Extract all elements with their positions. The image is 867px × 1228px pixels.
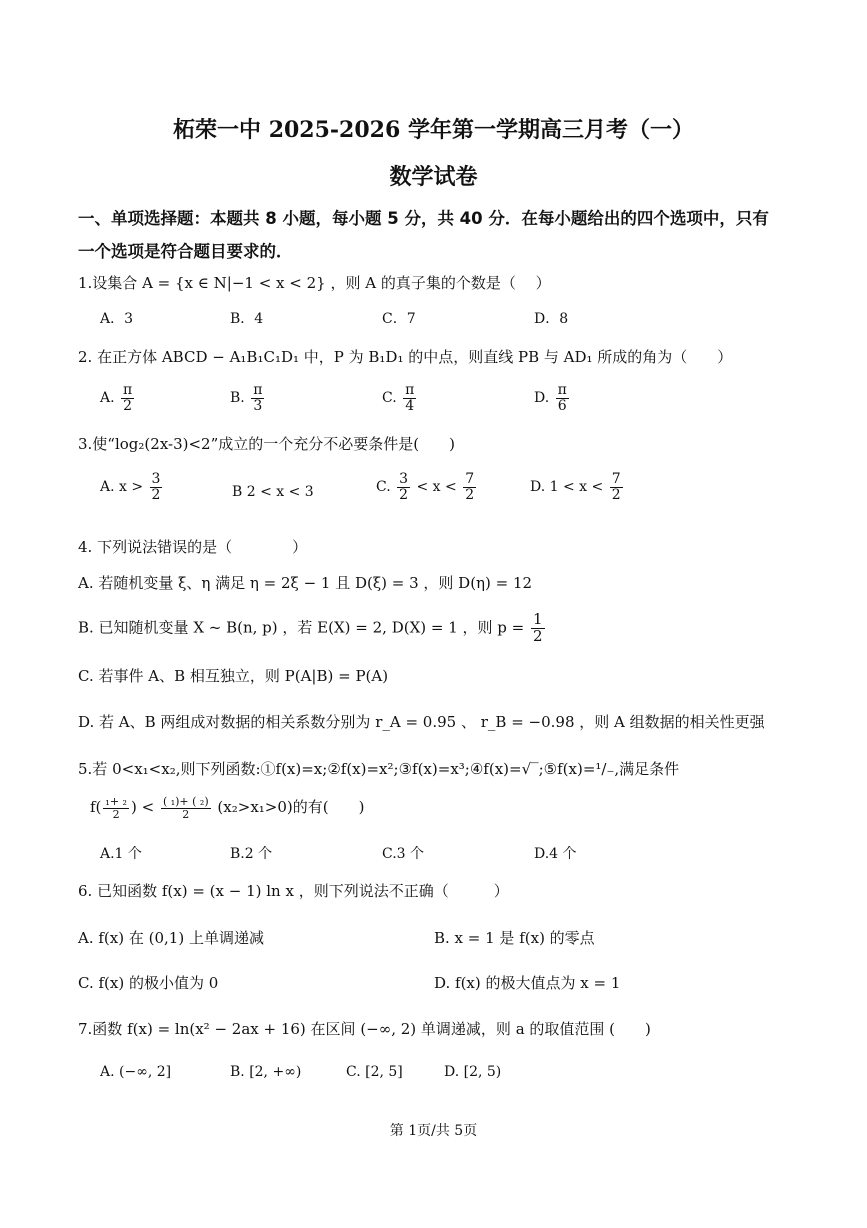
fraction-denominator: 2 [112, 807, 120, 821]
question-2-stem: 2. 在正方体 ABCD − A₁B₁C₁D₁ 中，P 为 B₁D₁ 的中点，则直线 PB 与 AD₁ 所成的角为（ ） [78, 348, 733, 366]
exam-subtitle: 数学试卷 [389, 164, 478, 190]
question-7-option-a: A. (−∞, 2] [100, 1064, 172, 1080]
option-text: A. x > [100, 479, 144, 496]
question-6-option-c: C. f(x) 的极小值为 0 [78, 974, 219, 992]
question-2-option-d [534, 383, 571, 413]
option-label: C. [382, 390, 397, 407]
question-7-stem: 7.函数 f(x) = ln(x² − 2ax + 16) 在区间 (−∞, 2) 单调递减，则 a 的取值范围 ( ) [78, 1020, 651, 1038]
question-3-option-c [376, 472, 478, 502]
question-1-stem: 1.设集合 A = {x ∈ N|−1 < x < 2} ，则 A 的真子集的个数是（ ） [78, 274, 551, 292]
fraction-numerator: ( ₁)+ ( ₂) [162, 795, 209, 808]
question-3-option-d [530, 472, 625, 502]
exam-title: 柘荣一中 2025-2026 学年第一学期高三月考（一） [173, 117, 694, 143]
fraction-numerator: π [123, 382, 133, 398]
question-2-option-c [382, 383, 418, 413]
fraction-numerator: π [405, 382, 415, 398]
question-3-stem: 3.使“log₂(2x-3)<2”成立的一个充分不必要条件是( ) [78, 435, 455, 453]
fraction-numerator: π [253, 382, 263, 398]
condition-text: f( [90, 798, 102, 817]
section-heading-line1: 一、单项选择题：本题共 8 小题，每小题 5 分，共 40 分．在每小题给出的四个选项中，只有 [78, 209, 769, 228]
question-1-option-a: A．3 [100, 311, 134, 327]
question-4-option-c: C. 若事件 A、B 相互独立，则 P(A|B) = P(A) [78, 667, 389, 685]
fraction-denominator: 2 [123, 397, 133, 414]
fraction-numerator: 3 [151, 471, 161, 487]
question-6-option-a: A. f(x) 在 (0,1) 上单调递减 [78, 929, 264, 947]
question-6-option-d: D. f(x) 的极大值点为 x = 1 [434, 974, 621, 992]
question-1-option-d: D．8 [534, 311, 569, 327]
question-1-option-c: C．7 [382, 311, 416, 327]
option-text: < x < [416, 479, 462, 496]
fraction-denominator: 3 [253, 397, 263, 414]
question-6-option-b: B. x = 1 是 f(x) 的零点 [434, 929, 595, 947]
question-3-option-a [100, 472, 164, 502]
fraction-denominator: 2 [151, 486, 161, 503]
question-4-option-b [78, 612, 547, 645]
question-3-option-b: B 2 < x < 3 [232, 484, 314, 500]
fraction-denominator: 2 [611, 486, 621, 503]
fraction-denominator: 4 [405, 397, 415, 414]
option-label: D. [534, 390, 550, 407]
option-text: B. 已知随机变量 X ~ B(n, p) ，若 E(X) = 2, D(X) = 1 ，则 p = [78, 618, 525, 637]
fraction-denominator: 2 [533, 626, 543, 645]
option-text: D. 1 < x < [530, 479, 604, 496]
fraction-numerator: 1 [533, 610, 543, 628]
question-7-option-c: C. [2, 5] [346, 1064, 403, 1080]
fraction-numerator: 7 [465, 471, 475, 487]
page-footer: 第 1页/共 5页 [389, 1123, 478, 1139]
question-7-option-d: D. [2, 5) [444, 1064, 502, 1080]
fraction-denominator: 2 [182, 807, 190, 821]
question-1-option-b: B．4 [230, 311, 264, 327]
question-5-condition [90, 796, 364, 820]
question-5-option-d: D.4 个 [534, 846, 577, 862]
question-4-option-a: A. 若随机变量 ξ、η 满足 η = 2ξ − 1 且 D(ξ) = 3 ，则 D(η) = 12 [78, 574, 533, 592]
condition-text: (x₂>x₁>0)的有( ) [217, 798, 365, 817]
question-5-option-c: C.3 个 [382, 846, 425, 862]
condition-text: ) < [130, 798, 155, 817]
fraction-denominator: 2 [399, 486, 409, 503]
question-5-option-a: A.1 个 [100, 846, 142, 862]
fraction-denominator: 2 [465, 486, 475, 503]
option-label: B. [230, 390, 245, 407]
question-4-stem: 4. 下列说法错误的是（ ） [78, 538, 308, 556]
fraction-numerator: ₁+ ₂ [105, 795, 127, 808]
question-2-option-a [100, 383, 136, 413]
section-heading-line2: 一个选项是符合题目要求的． [78, 242, 293, 261]
question-7-option-b: B. [2, +∞) [230, 1064, 302, 1080]
question-6-stem: 6. 已知函数 f(x) = (x − 1) ln x ，则下列说法不正确（ ） [78, 882, 509, 900]
question-5-stem: 5.若 0<x₁<x₂,则下列函数:①f(x)=x;②f(x)=x²;③f(x)=x³;④f(x)=√‾;⑤f(x)=¹/₋,满足条件 [78, 760, 680, 778]
question-2-option-b [230, 383, 266, 413]
question-4-option-d: D. 若 A、B 两组成对数据的相关系数分别为 r_A = 0.95 、 r_B = −0.98 ，则 A 组数据的相关性更强 [78, 713, 765, 731]
question-5-option-b: B.2 个 [230, 846, 273, 862]
fraction-denominator: 6 [557, 397, 567, 414]
option-label: C. [376, 479, 391, 496]
fraction-numerator: 7 [611, 471, 621, 487]
option-label: A. [100, 390, 115, 407]
fraction-numerator: π [557, 382, 567, 398]
fraction-numerator: 3 [399, 471, 409, 487]
